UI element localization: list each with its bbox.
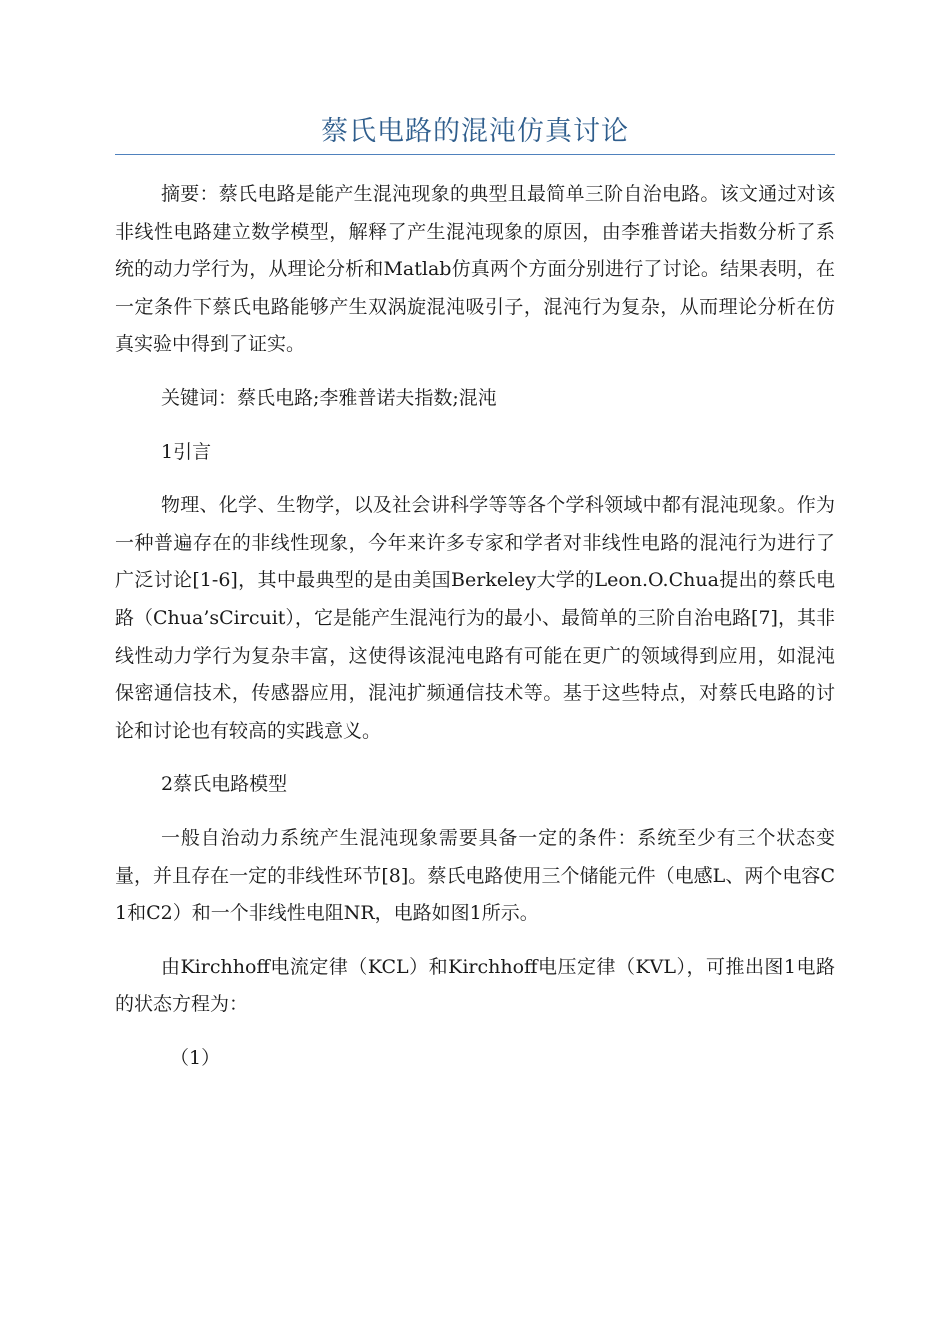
- equation-number: （1）: [170, 1046, 221, 1069]
- abstract-paragraph: 摘要：蔡氏电路是能产生混沌现象的典型且最简单三阶自治电路。该文通过对该非线性电路建立数学模型，解释了产生混沌现象的原因，由李雅普诺夫指数分析了系统的动力学行为，从理论分析和Matlab仿真两个方面分别进行了讨论。结果表明，在一定条件下蔡氏电路能够产生双涡旋混沌吸引子，混沌行为复杂，从而理论分析在仿真实验中得到了证实。: [115, 183, 835, 356]
- section-heading-introduction: 1引言: [161, 440, 212, 463]
- introduction-paragraph: 物理、化学、生物学，以及社会讲科学等等各个学科领域中都有混沌现象。作为一种普遍存在的非线性现象，今年来许多专家和学者对非线性电路的混沌行为进行了广泛讨论[1-6]，其中最典型的是由美国Berkeley大学的Leon.O.Chua提出的蔡氏电路（Chua’sCircuit），它是能产生混沌行为的最小、最简单的三阶自治电路[7]，其非线性动力学行为复杂丰富，这使得该混沌电路有可能在更广的领域得到应用，如混沌保密通信技术，传感器应用，混沌扩频通信技术等。基于这些特点，对蔡氏电路的讨论和讨论也有较高的实践意义。: [115, 494, 835, 742]
- title-divider: [115, 154, 835, 155]
- keywords-line: 关键词：蔡氏电路;李雅普诺夫指数;混沌: [161, 386, 497, 409]
- model-paragraph-2: 由Kirchhoff电流定律（KCL）和Kirchhoff电压定律（KVL），可推出图1电路的状态方程为：: [115, 955, 835, 1016]
- page-title: 蔡氏电路的混沌仿真讨论: [321, 116, 629, 147]
- title-block: [115, 112, 835, 152]
- section-heading-chua-model: 2蔡氏电路模型: [161, 773, 288, 796]
- model-paragraph-1: 一般自治动力系统产生混沌现象需要具备一定的条件：系统至少有三个状态变量，并且存在一定的非线性环节[8]。蔡氏电路使用三个储能元件（电感L、两个电容C1和C2）和一个非线性电阻NR，电路如图1所示。: [115, 826, 835, 925]
- document-body: [115, 176, 835, 1077]
